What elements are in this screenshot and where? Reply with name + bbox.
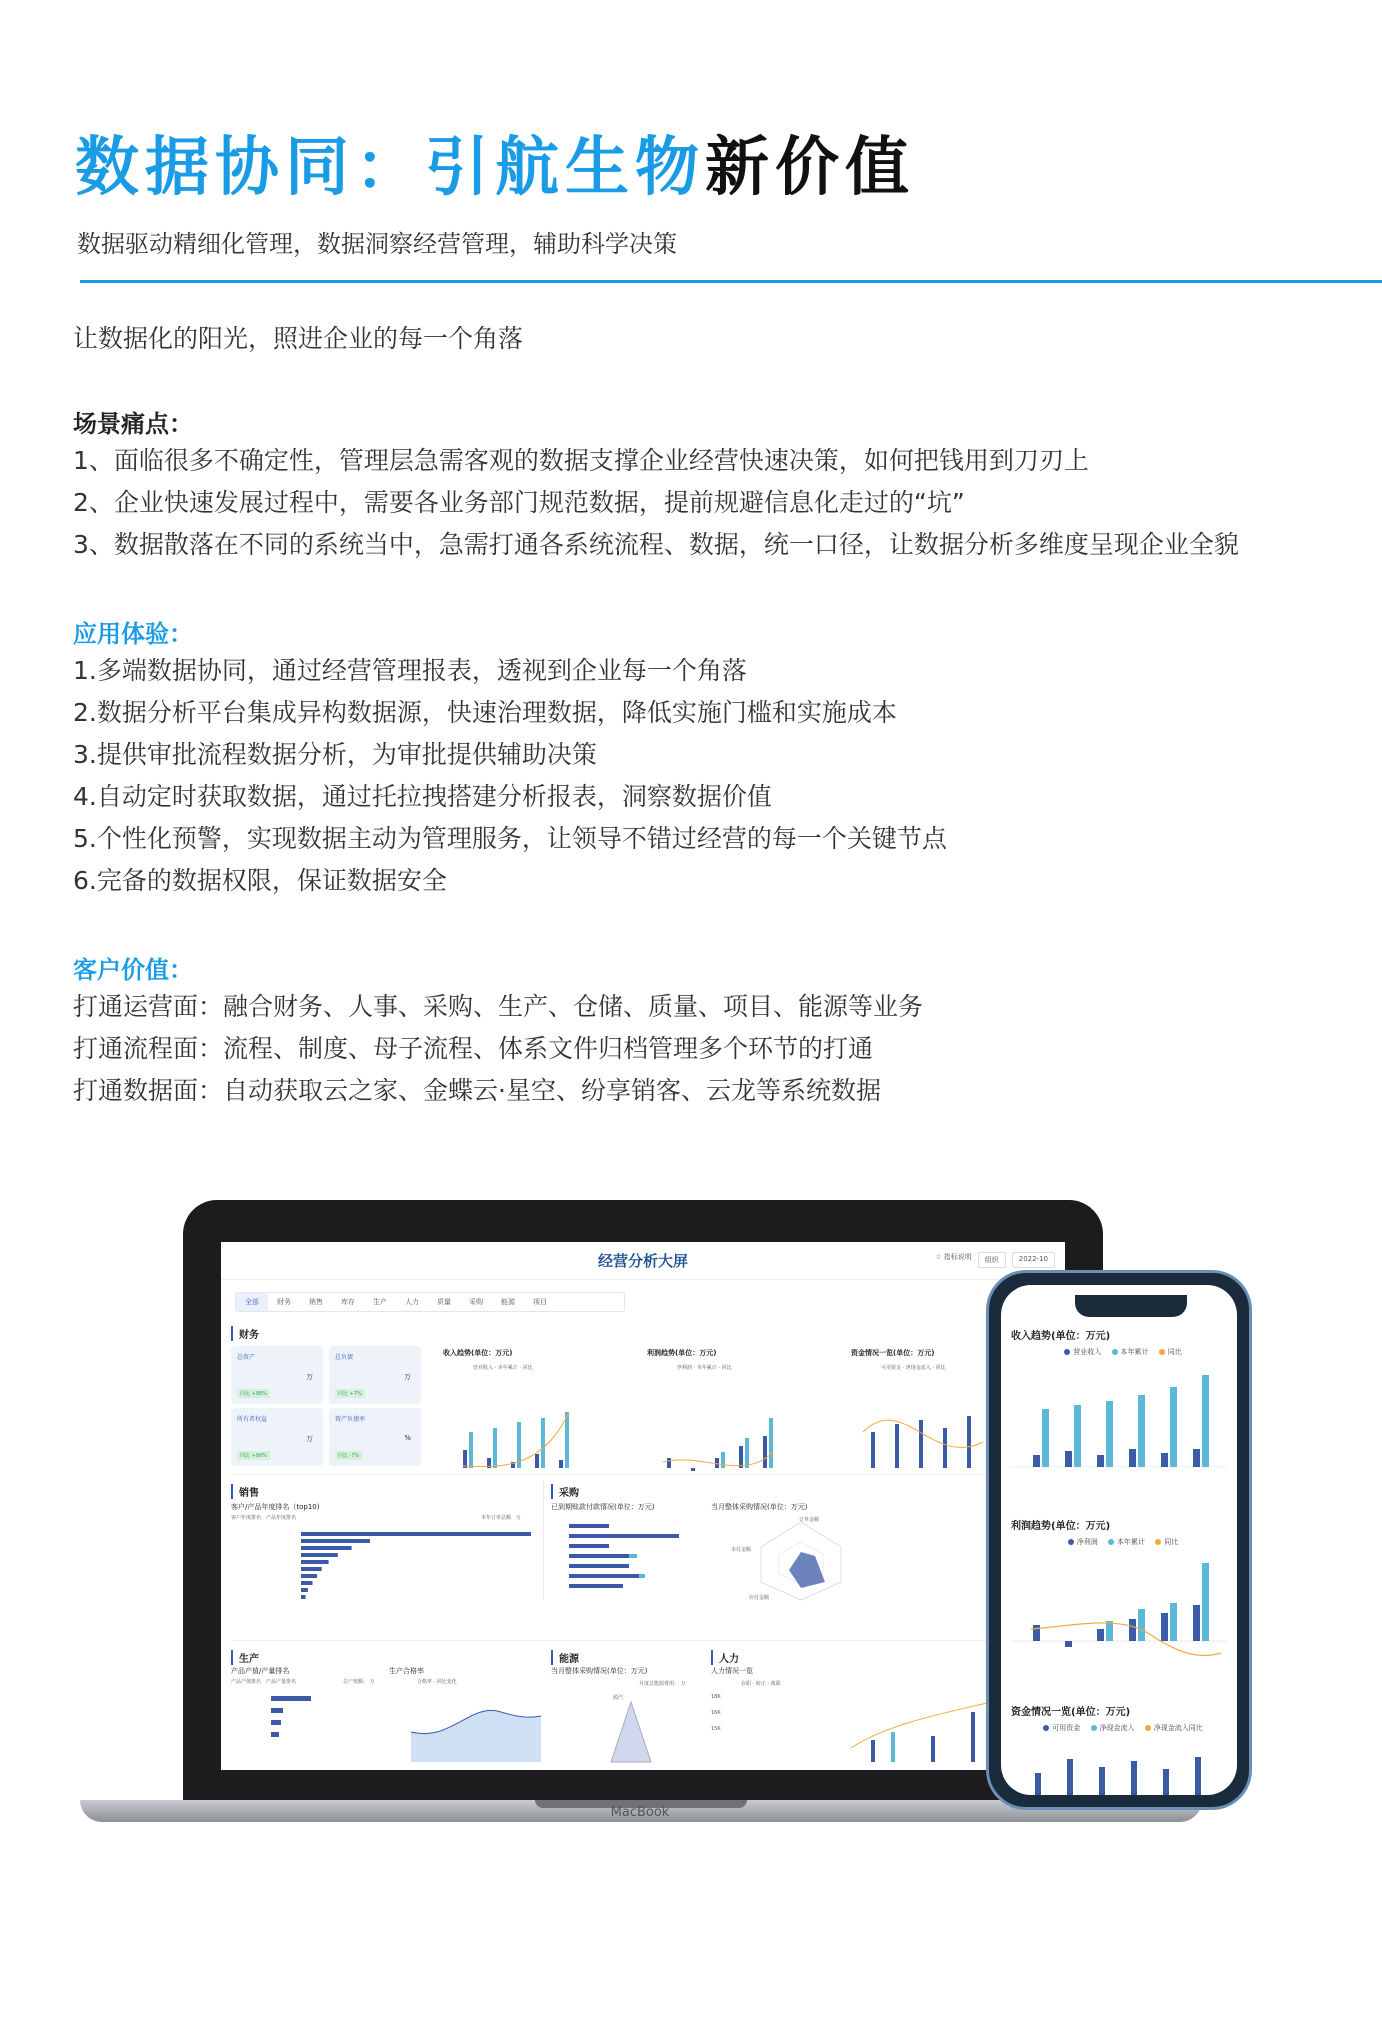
bar [871,1740,875,1762]
bar [1067,1759,1073,1795]
profit-legend: 净利润 · 本年累计 · 同比 [677,1365,732,1371]
bar [1035,1773,1041,1795]
bar [565,1412,569,1468]
bar [721,1452,725,1468]
bar [1202,1563,1209,1641]
sales-rank-bar [301,1553,338,1557]
legend-item: 净现金流入同比 [1153,1724,1203,1732]
bar [271,1732,279,1737]
bar [469,1432,473,1468]
phone-screen [1001,1285,1237,1795]
tab-inventory[interactable]: 库存 [341,1298,355,1306]
bar [559,1460,563,1468]
prod-pass-title: 生产合格率 [389,1667,424,1675]
prod-total-text: 总产值额： [343,1679,369,1685]
legend-item: 同比 [935,1365,946,1371]
legend-item: 离职 [770,1681,781,1687]
divider [80,280,1382,283]
sales-rank-bar [301,1539,370,1543]
sales-rank-bar [301,1581,313,1585]
tab-finance[interactable]: 财务 [277,1298,291,1306]
tab-customer-rank[interactable]: 客户年度排名 [231,1515,262,1521]
bar [1097,1629,1104,1641]
legend-item: 可用资金 [881,1365,902,1371]
pain-points-heading: 场景痛点： [73,410,193,438]
bar [1042,1409,1049,1467]
bar [1065,1451,1072,1467]
bar [1170,1387,1177,1467]
list-item: 打通数据面：自动获取云之家、金蝶云·星空、纷享销客、云龙等系统数据 [73,1076,881,1105]
bar [763,1436,767,1468]
phone-notch [1075,1295,1187,1317]
bottom-mini-charts [231,1692,1051,1770]
kpi-tag: 同比 -7% [335,1451,362,1460]
section-production: 生产 [231,1650,259,1665]
legend-item: 净现金流入 [1099,1724,1135,1732]
bar [1097,1455,1104,1467]
bar [541,1418,545,1468]
bar [1129,1449,1136,1467]
page-title-highlight: 数据协同：引航生物 [75,131,705,205]
bar [739,1446,743,1468]
legend-item: 在职 [741,1681,752,1687]
tab-prod-value[interactable]: 产品产值排名 [231,1679,262,1685]
bar [1106,1621,1113,1641]
bar [271,1696,311,1701]
energy-cost-unit: 万 [680,1681,686,1687]
list-item: 5.个性化预警，实现数据主动为管理服务，让领导不错过经营的每一个关键节点 [73,824,947,853]
laptop-brand-label: MacBook [610,1805,670,1820]
bar [493,1428,497,1468]
metric-info-link[interactable]: ☆ 指标说明 [935,1253,972,1261]
hr-axis-label: 15K [711,1726,721,1732]
radar-label: 未付金额 [731,1547,752,1553]
legend-item: 本年累计 [497,1365,518,1371]
bar [1163,1769,1169,1795]
legend-item: 同比变化 [436,1679,457,1685]
phone-profit-chart [1011,1555,1227,1665]
phone-chart-title: 利润趋势(单位：万元) [1011,1521,1111,1532]
kpi-card [231,1346,323,1404]
tab-quality[interactable]: 质量 [437,1298,451,1306]
sales-rank-bar [301,1588,308,1592]
sales-rank-bar [301,1595,306,1599]
tab-prod-volume[interactable]: 产品产量排名 [266,1679,297,1685]
sales-rank-bar [301,1574,317,1578]
dashboard-title: 经营分析大屏 [597,1252,688,1270]
profit-bars [663,1418,773,1471]
bar [1129,1619,1136,1641]
tab-purchase[interactable]: 采购 [469,1298,483,1306]
tab-product-rank[interactable]: 产品年度排名 [266,1515,297,1521]
bar [1138,1609,1145,1641]
legend-item: 本年累计 [1117,1538,1145,1546]
tab-production[interactable]: 生产 [373,1298,387,1306]
bar [891,1732,895,1762]
tab-hr[interactable]: 人力 [405,1298,419,1306]
page-title [75,128,915,208]
bar [691,1468,695,1471]
phone-revenue-chart [1011,1365,1227,1475]
hr-axis-label: 18K [711,1694,721,1700]
legend-item: 同比 [721,1365,732,1371]
list-item: 3、数据散落在不同的系统当中，急需打通各系统流程、数据，统一口径，让数据分析多维度呈现企业全貌 [73,530,1239,559]
dashboard-tabs [235,1292,625,1312]
section-sales: 销售 [231,1484,259,1499]
bar [1033,1455,1040,1467]
hr-legend: 在职 · 转正 · 离职 [741,1681,781,1687]
bar [569,1544,609,1548]
legend-item: 净利润 [1076,1538,1098,1546]
pain-points-list [73,440,1239,566]
kpi-card [231,1408,323,1466]
monthly-purchase-title: 当月整体采购情况(单位：万元) [711,1503,808,1511]
customer-rank-title: 客户/产品年度排名（top10) [231,1503,320,1511]
divider [231,1474,1065,1475]
list-item: 3.提供审批流程数据分析，为审批提供辅助决策 [73,740,597,769]
bar [271,1708,283,1713]
experience-heading: 应用体验： [73,620,193,648]
bar [569,1554,629,1558]
bar [639,1574,645,1578]
bar [1161,1613,1168,1641]
phone-cash-chart [1011,1739,1227,1795]
bar [919,1420,923,1468]
bar [1033,1625,1040,1641]
legend-item: 可用资金 [1052,1724,1081,1732]
hr-axis-label: 16K [711,1710,721,1716]
value-heading: 客户价值： [73,956,193,984]
bar [1099,1767,1105,1795]
paid-chart-title: 已到期账款付款情况(单位：万元) [551,1503,655,1511]
sales-rank-tabs [231,1514,296,1521]
bar [569,1564,629,1568]
bar [943,1428,947,1468]
dashboard-header [221,1242,1065,1280]
bar [1131,1761,1137,1795]
section-energy: 能源 [551,1650,579,1665]
legend-item: 转正 [755,1681,766,1687]
phone-chart-title: 收入趋势(单位：万元) [1011,1331,1111,1342]
legend-item: 净现金流入 [905,1365,931,1371]
sales-rank-bar [301,1546,352,1550]
radar-label: 应付金额 [749,1595,770,1601]
value-list [73,986,923,1112]
section-purchase: 采购 [551,1484,579,1499]
bar [1195,1757,1201,1795]
sales-rank-bar [301,1567,322,1571]
kpi-label: 资产负债率 [335,1416,366,1423]
list-item: 打通运营面：融合财务、人事、采购、生产、仓储、质量、项目、能源等业务 [73,992,924,1021]
legend-item: 同比 [1164,1538,1179,1546]
sales-rank-bar [301,1532,531,1536]
energy-cost-text: 月度总能源费用： [639,1681,680,1687]
list-item: 打通流程面：流程、制度、母子流程、体系文件归档管理多个环节的打通 [73,1034,874,1063]
org-select[interactable]: 组织 [978,1252,1006,1268]
energy-month-title: 当月整体采购情况(单位：万元) [551,1667,648,1675]
experience-list [73,650,947,902]
bar [463,1450,467,1468]
kpi-tag: 同比 +99% [237,1451,270,1460]
sales-rank-chart [301,1532,541,1604]
radar-label: 订单金额 [799,1517,820,1523]
paid-chart [569,1524,689,1604]
tab-sales[interactable]: 销售 [309,1298,323,1306]
phone-mockup [986,1270,1252,1810]
cash-chart-title: 资金情况一览(单位：万元) [851,1349,935,1357]
bar [895,1424,899,1468]
list-item: 2、企业快速发展过程中，需要各业务部门规范数据，提前规避信息化走过的“坑” [73,488,965,517]
bar [1202,1375,1209,1467]
phone-chart-title: 资金情况一览(单位：万元) [1011,1707,1131,1718]
kpi-value: % [404,1434,411,1442]
phone-chart-legend [1001,1347,1237,1357]
kpi-tag: 同比 +96% [237,1389,270,1398]
list-item: 1.多端数据协同，通过经营管理报表，透视到企业每一个角落 [73,656,747,685]
kpi-card [329,1408,421,1466]
bar [1106,1401,1113,1467]
bar [1074,1405,1081,1467]
dashboard-controls [935,1252,1055,1268]
kpi-value: 万 [404,1373,411,1381]
profit-chart-title: 利润趋势(单位：万元) [647,1349,717,1357]
section-hr: 人力 [711,1650,739,1665]
divider [543,1480,544,1600]
legend-item: 净利润 [677,1365,693,1371]
sales-rank-bar [301,1560,329,1564]
laptop-mockup [183,1200,1103,1820]
purchase-radar [741,1512,861,1602]
legend-item: 同比 [522,1365,533,1371]
kpi-label: 总资产 [237,1354,256,1361]
bar [271,1720,281,1725]
list-item: 2.数据分析平台集成异构数据源，快速治理数据，降低实施门槛和实施成本 [73,698,897,727]
cash-bars [863,1416,983,1468]
legend-item: 本年累计 [696,1365,717,1371]
bar [535,1454,539,1468]
orders-total-unit: 万 [516,1515,522,1521]
bar [569,1584,623,1588]
kpi-value: 万 [306,1373,313,1381]
revenue-bars [463,1412,569,1468]
bar [931,1736,935,1762]
bar [1065,1641,1072,1647]
energy-radar-label: 源汽 [613,1695,624,1701]
bar [745,1438,749,1468]
kpi-label: 所有者权益 [237,1416,268,1423]
section-finance: 财务 [231,1326,259,1341]
cash-legend: 可用资金 · 净现金流入 · 同比 [881,1365,946,1371]
intro-text: 让数据化的阳光，照进企业的每一个角落 [73,324,524,353]
prod-rank-title: 产品产值/产量排名 [231,1667,290,1675]
revenue-legend: 营业收入 · 本年累计 · 同比 [473,1365,533,1371]
bar [967,1416,971,1468]
kpi-tag: 同比 +7% [335,1389,365,1398]
revenue-chart-title: 收入趋势(单位：万元) [443,1349,513,1357]
bar [1138,1395,1145,1467]
bar [569,1534,679,1538]
legend-item: 同比 [1167,1348,1182,1356]
bar [629,1554,637,1558]
list-item: 4.自动定时获取数据，通过托拉拽搭建分析报表，洞察数据价值 [73,782,772,811]
tab-all[interactable]: 全部 [236,1293,268,1311]
prod-total-label [343,1678,375,1685]
kpi-label: 总负债 [335,1354,354,1361]
radar-area [789,1552,825,1588]
month-picker[interactable]: 2022-10 [1012,1252,1055,1268]
hr-overview-title: 人力情况一览 [711,1667,753,1675]
phone-chart-legend [1001,1537,1237,1547]
kpi-card [329,1346,421,1404]
bar [569,1524,609,1528]
bar [971,1712,975,1762]
trend-line [463,1412,569,1467]
phone-chart-legend [1001,1723,1237,1733]
list-item: 6.完备的数据权限，保证数据安全 [73,866,447,895]
finance-mini-charts [443,1372,1043,1472]
trend-line [1031,1623,1221,1656]
legend-item: 合格率 [417,1679,433,1685]
bar [871,1432,875,1468]
bar [1161,1453,1168,1467]
prod-total-unit: 万 [369,1679,375,1685]
bar [569,1574,639,1578]
legend-item: 营业收入 [473,1365,494,1371]
legend-item: 本年累计 [1120,1348,1149,1356]
bar [715,1458,719,1468]
prod-rank-tabs [231,1678,296,1685]
bar [769,1418,773,1468]
energy-radar [611,1702,651,1762]
orders-total-label [481,1514,521,1521]
energy-cost-label [639,1680,686,1687]
bar [667,1458,671,1468]
divider [231,1640,1065,1641]
tab-energy[interactable]: 能源 [501,1298,515,1306]
tab-project[interactable]: 项目 [533,1298,547,1306]
pass-area [411,1710,541,1762]
page-title-rest: 新价值 [705,131,915,205]
page-subtitle: 数据驱动精细化管理，数据洞察经营管理，辅助科学决策 [77,230,677,258]
bar [1193,1605,1200,1641]
orders-total-text: 本年订单总额 [481,1515,512,1521]
list-item: 1、面临很多不确定性，管理层急需客观的数据支撑企业经营快速决策，如何把钱用到刀刃上 [73,446,1089,475]
kpi-value: 万 [306,1435,313,1443]
dashboard-screen [221,1242,1065,1770]
bar [1170,1603,1177,1641]
bar [1193,1449,1200,1467]
legend-item: 营业收入 [1073,1348,1102,1356]
pass-legend: 合格率 · 同比变化 [417,1679,457,1685]
